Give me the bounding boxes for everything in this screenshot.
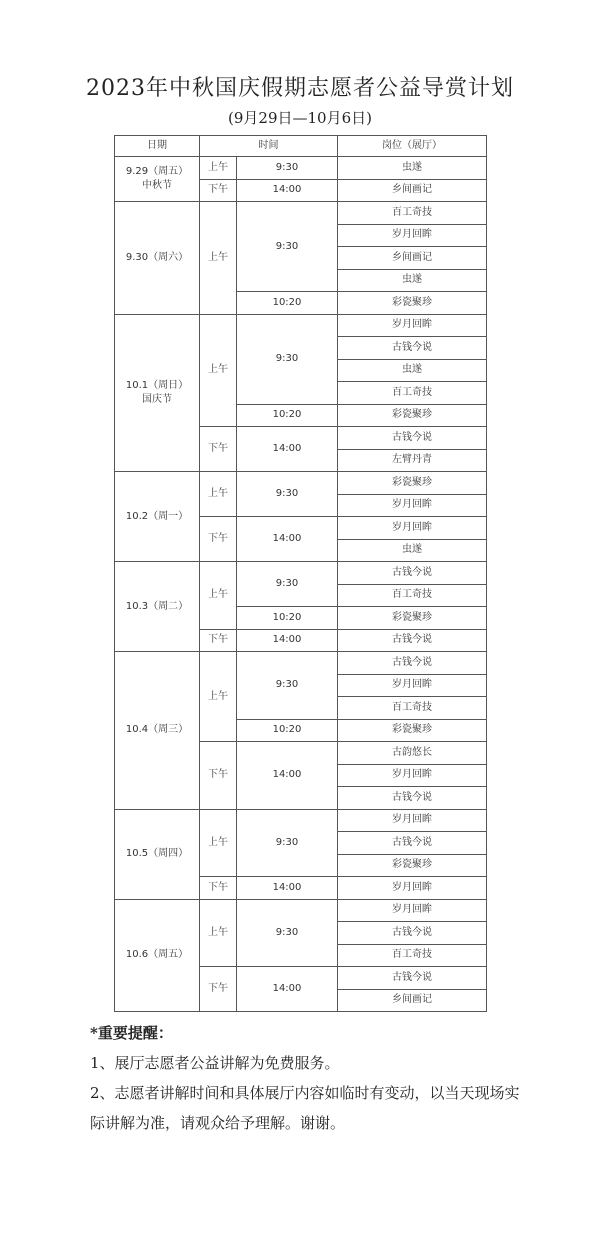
period-cell: 下午 xyxy=(200,629,237,652)
time-cell: 14:00 xyxy=(237,742,338,810)
post-cell: 彩瓷聚珍 xyxy=(338,292,487,315)
period-cell: 上午 xyxy=(200,562,237,630)
time-cell: 14:00 xyxy=(237,967,338,1012)
post-cell: 古钱今说 xyxy=(338,652,487,675)
table-row xyxy=(115,314,487,337)
time-cell: 14:00 xyxy=(237,629,338,652)
period-cell: 上午 xyxy=(200,314,237,427)
date-cell: 10.1（周日） 国庆节 xyxy=(115,314,200,472)
post-cell: 百工奇技 xyxy=(338,697,487,720)
post-cell: 古钱今说 xyxy=(338,337,487,360)
post-cell: 岁月回眸 xyxy=(338,314,487,337)
time-cell: 9:30 xyxy=(237,652,338,720)
post-cell: 古钱今说 xyxy=(338,427,487,450)
time-cell: 9:30 xyxy=(237,562,338,607)
time-cell: 10:20 xyxy=(237,404,338,427)
header-date: 日期 xyxy=(115,136,200,157)
post-cell: 岁月回眸 xyxy=(338,494,487,517)
date-cell: 9.30（周六） xyxy=(115,202,200,315)
period-cell: 下午 xyxy=(200,179,237,202)
period-cell: 下午 xyxy=(200,967,237,1012)
period-cell: 上午 xyxy=(200,652,237,742)
post-cell: 彩瓷聚珍 xyxy=(338,404,487,427)
post-cell: 虫遂 xyxy=(338,539,487,562)
table-row xyxy=(115,562,487,585)
period-cell: 上午 xyxy=(200,472,237,517)
time-cell: 9:30 xyxy=(237,472,338,517)
table-row xyxy=(115,472,487,495)
table-row xyxy=(115,157,487,180)
page-subtitle: (9月29日—10月6日) xyxy=(228,109,372,127)
post-cell: 虫遂 xyxy=(338,269,487,292)
post-cell: 彩瓷聚珍 xyxy=(338,472,487,495)
post-cell: 乡间画记 xyxy=(338,989,487,1012)
post-cell: 岁月回眸 xyxy=(338,764,487,787)
time-cell: 14:00 xyxy=(237,517,338,562)
post-cell: 百工奇技 xyxy=(338,584,487,607)
period-cell: 上午 xyxy=(200,809,237,877)
table-row xyxy=(115,899,487,922)
post-cell: 古钱今说 xyxy=(338,562,487,585)
post-cell: 古钱今说 xyxy=(338,832,487,855)
post-cell: 岁月回眸 xyxy=(338,674,487,697)
header-time: 时间 xyxy=(200,136,338,157)
period-cell: 上午 xyxy=(200,899,237,967)
post-cell: 彩瓷聚珍 xyxy=(338,607,487,630)
date-cell: 10.2（周一） xyxy=(115,472,200,562)
post-cell: 古韵悠长 xyxy=(338,742,487,765)
post-cell: 百工奇技 xyxy=(338,202,487,225)
time-cell: 9:30 xyxy=(237,899,338,967)
note-item: 2、志愿者讲解时间和具体展厅内容如临时有变动，以当天现场实际讲解为准，请观众给予理解。谢谢。 xyxy=(90,1084,520,1132)
note-item: 1、展厅志愿者公益讲解为免费服务。 xyxy=(90,1054,340,1072)
post-cell: 岁月回眸 xyxy=(338,877,487,900)
table-row xyxy=(115,809,487,832)
date-cell: 10.6（周五） xyxy=(115,899,200,1012)
time-cell: 14:00 xyxy=(237,427,338,472)
post-cell: 百工奇技 xyxy=(338,382,487,405)
period-cell: 下午 xyxy=(200,877,237,900)
post-cell: 岁月回眸 xyxy=(338,899,487,922)
date-cell: 9.29（周五） 中秋节 xyxy=(115,157,200,202)
schedule-table xyxy=(114,135,487,1012)
post-cell: 虫遂 xyxy=(338,359,487,382)
table-row xyxy=(115,202,487,225)
post-cell: 古钱今说 xyxy=(338,922,487,945)
post-cell: 岁月回眸 xyxy=(338,517,487,540)
notes-heading: *重要提醒： xyxy=(90,1024,173,1042)
post-cell: 乡间画记 xyxy=(338,247,487,270)
post-cell: 虫遂 xyxy=(338,157,487,180)
time-cell: 14:00 xyxy=(237,179,338,202)
table-header-row xyxy=(115,136,487,157)
header-post: 岗位（展厅） xyxy=(338,136,487,157)
post-cell: 百工奇技 xyxy=(338,944,487,967)
time-cell: 9:30 xyxy=(237,157,338,180)
period-cell: 上午 xyxy=(200,202,237,315)
post-cell: 岁月回眸 xyxy=(338,224,487,247)
date-cell: 10.4（周三） xyxy=(115,652,200,810)
post-cell: 乡间画记 xyxy=(338,179,487,202)
post-cell: 彩瓷聚珍 xyxy=(338,854,487,877)
post-cell: 古钱今说 xyxy=(338,967,487,990)
date-cell: 10.3（周二） xyxy=(115,562,200,652)
time-cell: 10:20 xyxy=(237,607,338,630)
page-title: 2023年中秋国庆假期志愿者公益导赏计划 xyxy=(86,76,514,101)
notes-section xyxy=(90,1018,530,1138)
time-cell: 10:20 xyxy=(237,292,338,315)
date-cell: 10.5（周四） xyxy=(115,809,200,899)
post-cell: 古钱今说 xyxy=(338,787,487,810)
time-cell: 9:30 xyxy=(237,314,338,404)
time-cell: 14:00 xyxy=(237,877,338,900)
time-cell: 9:30 xyxy=(237,202,338,292)
post-cell: 岁月回眸 xyxy=(338,809,487,832)
table-row xyxy=(115,652,487,675)
period-cell: 上午 xyxy=(200,157,237,180)
time-cell: 9:30 xyxy=(237,809,338,877)
post-cell: 彩瓷聚珍 xyxy=(338,719,487,742)
period-cell: 下午 xyxy=(200,517,237,562)
post-cell: 左臂丹青 xyxy=(338,449,487,472)
period-cell: 下午 xyxy=(200,427,237,472)
post-cell: 古钱今说 xyxy=(338,629,487,652)
time-cell: 10:20 xyxy=(237,719,338,742)
period-cell: 下午 xyxy=(200,742,237,810)
